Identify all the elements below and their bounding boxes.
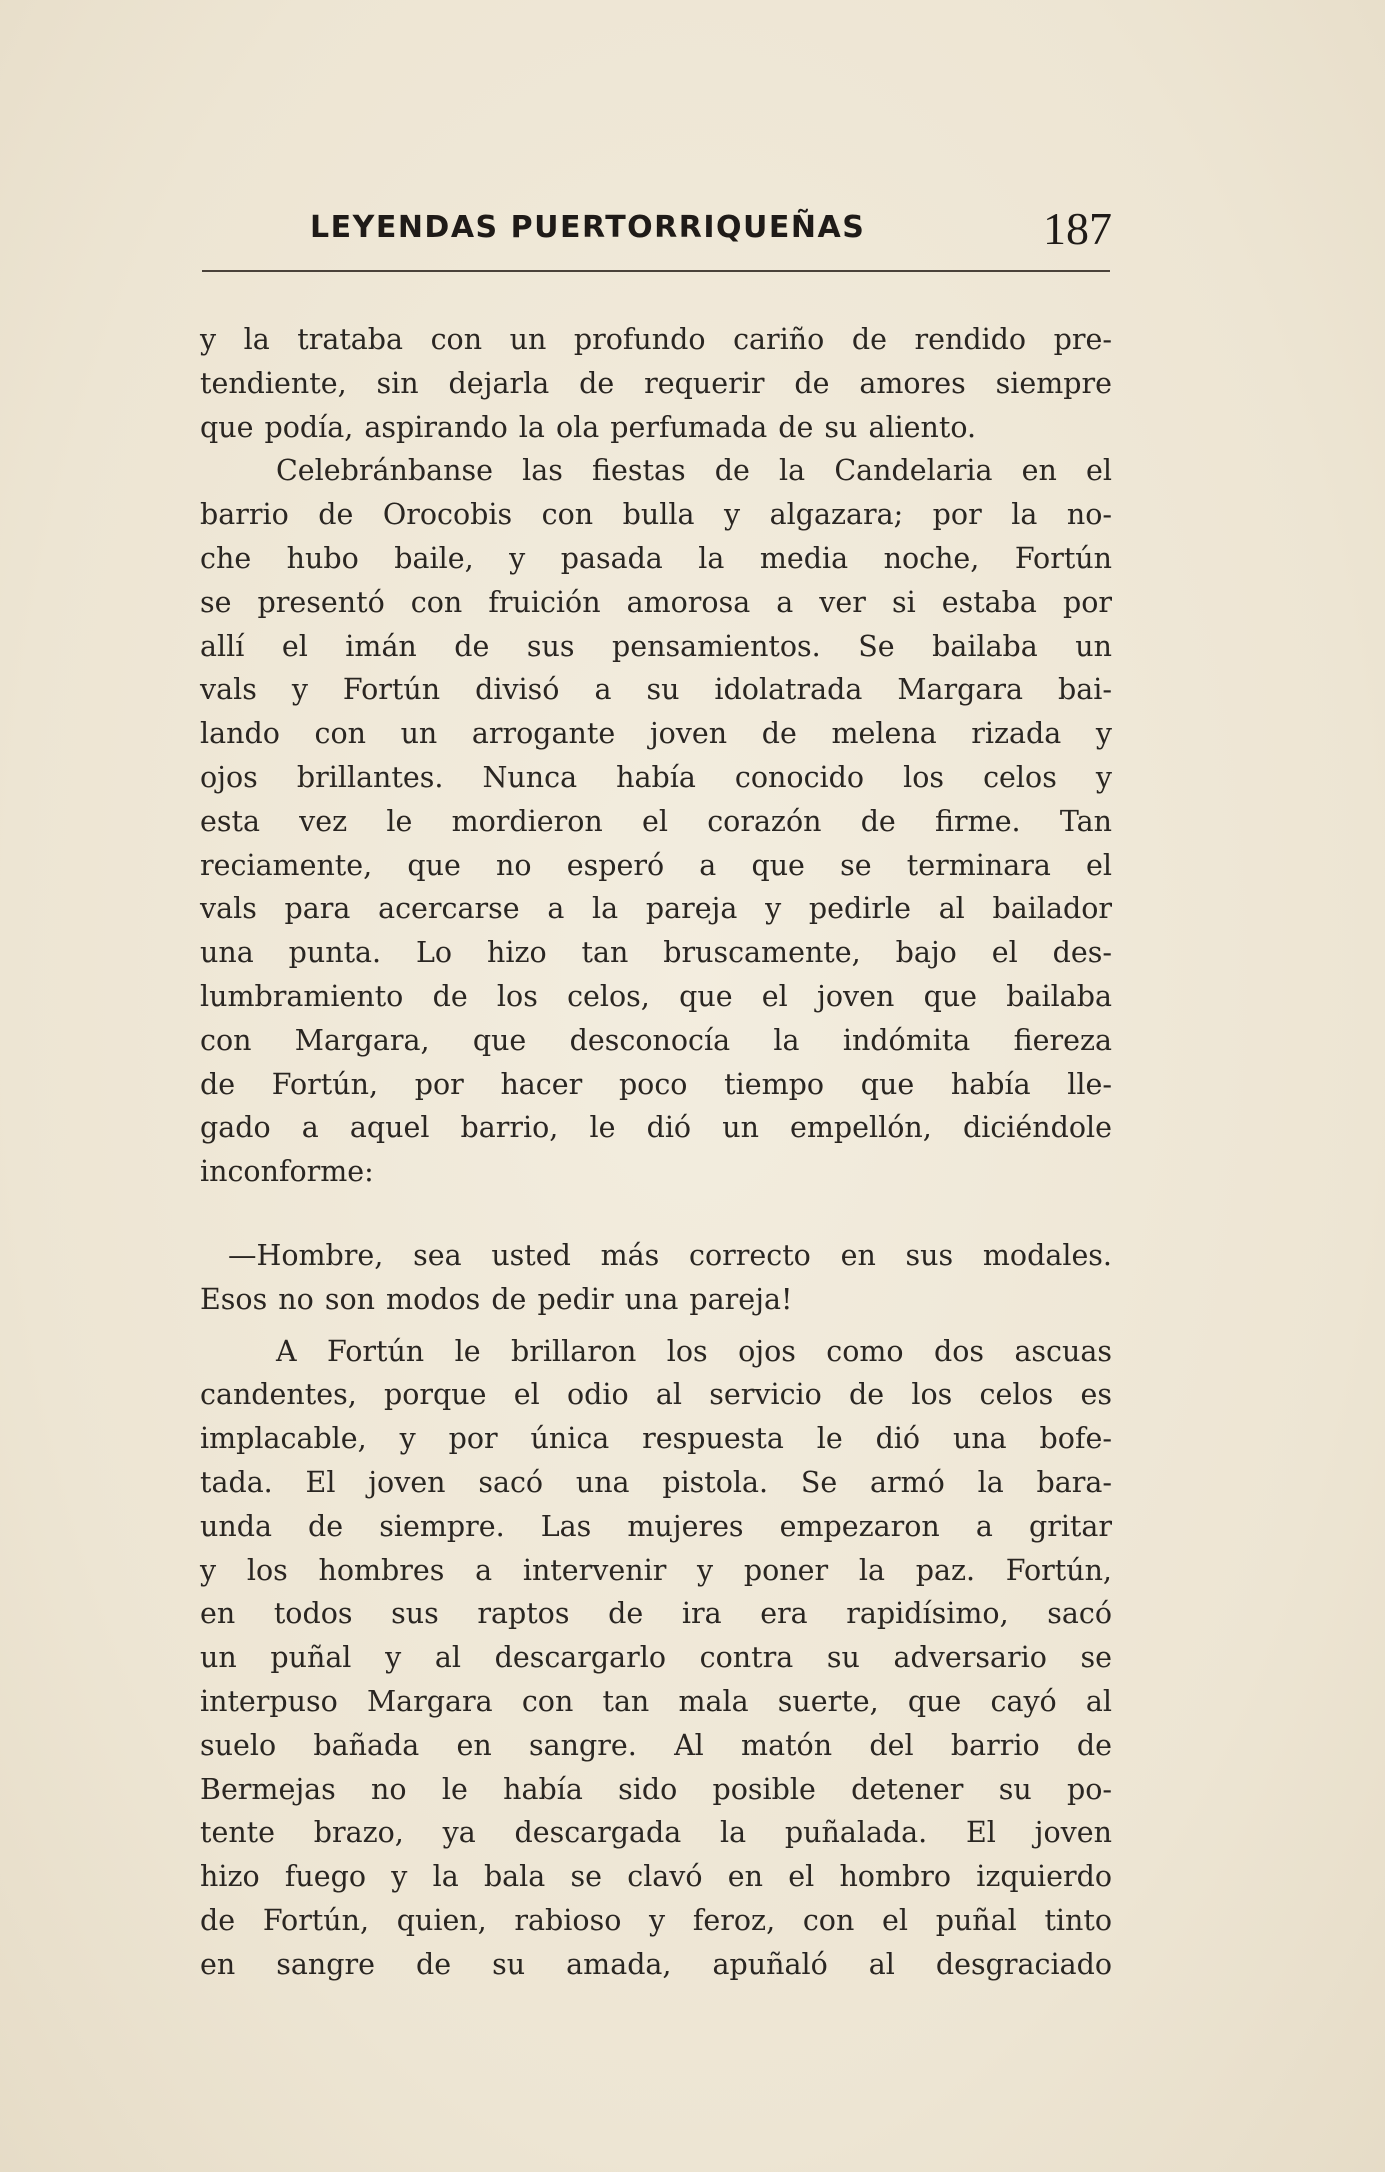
text-line: esta vez le mordieron el corazón de firme. Tan (200, 804, 1112, 838)
text-line: en todos sus raptos de ira era rapidísimo, sacó (200, 1597, 1112, 1631)
text-line: A Fortún le brillaron los ojos como dos ascuas (276, 1334, 1112, 1368)
text-line: implacable, y por única respuesta le dió una bofe- (200, 1422, 1112, 1456)
paragraph (200, 1330, 1112, 1987)
page-number: 187 (1043, 203, 1112, 254)
text-line: hizo fuego y la bala se clavó en el hombro izquierdo (200, 1860, 1112, 1894)
text-line: —Hombre, sea usted más correcto en sus modales. (228, 1238, 1112, 1272)
text-line: suelo bañada en sangre. Al matón del barrio de (200, 1728, 1112, 1762)
text-line: candentes, porque el odio al servicio de los celos es (200, 1378, 1112, 1412)
text-line: reciamente, que no esperó a que se terminara el (200, 848, 1112, 882)
text-line: Bermejas no le había sido posible detener su po- (200, 1772, 1112, 1806)
text-line: una punta. Lo hizo tan bruscamente, bajo el des- (200, 936, 1112, 970)
text-line: tada. El joven sacó una pistola. Se armó la bara- (200, 1465, 1112, 1499)
text-line: un puñal y al descargarlo contra su adversario se (200, 1641, 1112, 1675)
text-line: se presentó con fruición amorosa a ver si estaba por (200, 585, 1112, 619)
text-line: Esos no son modos de pedir una pareja! (200, 1282, 793, 1316)
text-line: y los hombres a intervenir y poner la paz. Fortún, (200, 1553, 1112, 1587)
text-line: vals y Fortún divisó a su idolatrada Margara bai- (200, 673, 1112, 707)
text-line: ojos brillantes. Nunca había conocido los celos y (200, 760, 1112, 794)
text-line: en sangre de su amada, apuñaló al desgraciado (200, 1947, 1112, 1981)
paragraph (200, 449, 1112, 1194)
body-text (200, 318, 1112, 1986)
header-rule (202, 270, 1110, 272)
text-line: che hubo baile, y pasada la media noche, Fortún (200, 541, 1112, 575)
paragraph-gap (200, 1194, 1112, 1234)
page-header (310, 198, 1130, 268)
text-line: unda de siempre. Las mujeres empezaron a gritar (200, 1509, 1112, 1543)
running-head: LEYENDAS PUERTORRIQUEÑAS (310, 210, 866, 245)
text-line: tendiente, sin dejarla de requerir de amores siempre (200, 366, 1112, 400)
text-line: con Margara, que desconocía la indómita fiereza (200, 1023, 1112, 1057)
text-line: interpuso Margara con tan mala suerte, que cayó al (200, 1684, 1112, 1718)
text-line: lumbramiento de los celos, que el joven que bailaba (200, 979, 1112, 1013)
text-line: lando con un arrogante joven de melena rizada y (200, 717, 1112, 751)
paragraph (200, 318, 1112, 449)
text-line: y la trataba con un profundo cariño de rendido pre- (200, 323, 1112, 356)
paragraph-gap (200, 1322, 1112, 1330)
text-line: tente brazo, ya descargada la puñalada. El joven (200, 1816, 1112, 1850)
text-line: que podía, aspirando la ola perfumada de su aliento. (200, 410, 977, 444)
text-line: inconforme: (200, 1155, 374, 1189)
text-line: barrio de Orocobis con bulla y algazara; por la no- (200, 498, 1112, 532)
text-line: vals para acercarse a la pareja y pedirle al bailador (200, 892, 1112, 926)
text-line: allí el imán de sus pensamientos. Se bailaba un (200, 629, 1112, 663)
text-line: Celebránbanse las fiestas de la Candelaria en el (276, 454, 1112, 488)
text-line: de Fortún, por hacer poco tiempo que había lle- (200, 1067, 1112, 1101)
paragraph (200, 1234, 1112, 1322)
text-line: de Fortún, quien, rabioso y feroz, con el puñal tinto (200, 1903, 1112, 1937)
text-line: gado a aquel barrio, le dió un empellón, diciéndole (200, 1111, 1112, 1145)
